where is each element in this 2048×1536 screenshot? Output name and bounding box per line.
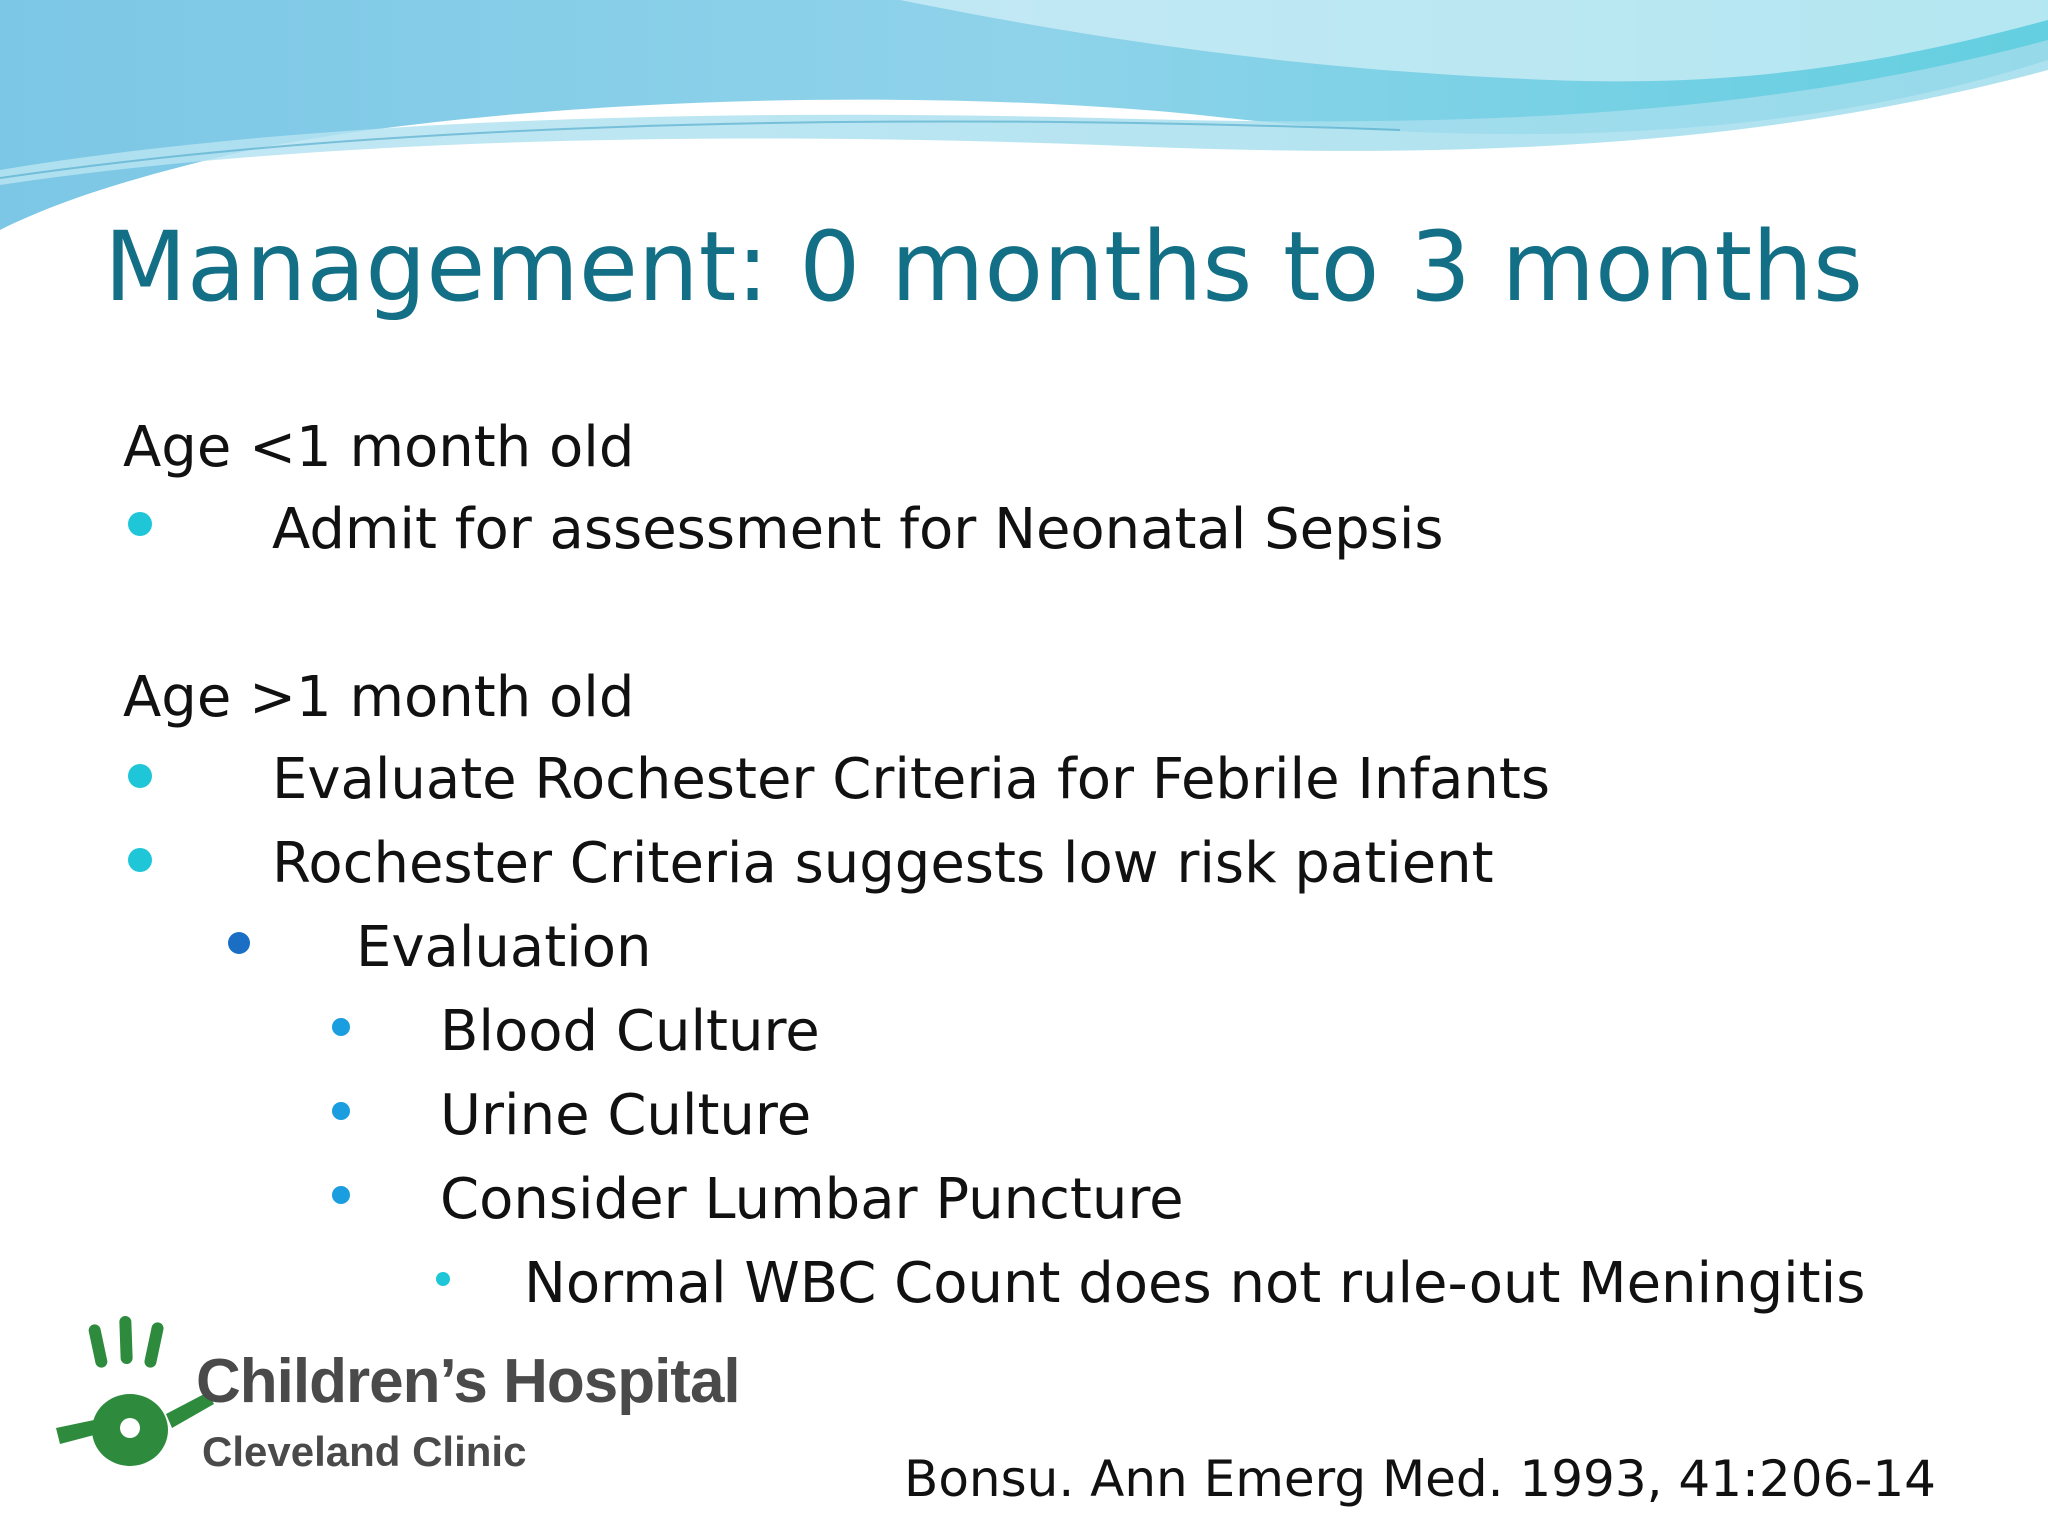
slide-title: Management: 0 months to 3 months bbox=[104, 211, 1864, 323]
list-item: Consider Lumbar Puncture bbox=[440, 1167, 1184, 1232]
bullet-icon bbox=[128, 764, 152, 788]
section-heading: Age <1 month old bbox=[123, 415, 635, 480]
list-item: Evaluation bbox=[356, 915, 652, 980]
bullet-icon bbox=[128, 512, 152, 536]
list-item: Urine Culture bbox=[440, 1083, 812, 1148]
bullet-icon bbox=[128, 848, 152, 872]
bullet-icon bbox=[228, 932, 250, 954]
bullet-icon bbox=[436, 1272, 450, 1286]
section-heading: Age >1 month old bbox=[123, 665, 635, 730]
logo-subtitle: Cleveland Clinic bbox=[202, 1428, 527, 1475]
citation: Bonsu. Ann Emerg Med. 1993, 41:206-14 bbox=[904, 1450, 1936, 1508]
list-item: Evaluate Rochester Criteria for Febrile Infants bbox=[272, 747, 1551, 812]
bullet-icon bbox=[332, 1102, 350, 1120]
list-item: Blood Culture bbox=[440, 999, 820, 1064]
list-item: Admit for assessment for Neonatal Sepsis bbox=[272, 497, 1444, 562]
bullet-icon bbox=[332, 1018, 350, 1036]
list-item: Rochester Criteria suggests low risk patient bbox=[272, 831, 1494, 896]
list-item: Normal WBC Count does not rule-out Meningitis bbox=[524, 1251, 1866, 1316]
logo-name: Children’s Hospital bbox=[196, 1347, 740, 1416]
bullet-icon bbox=[332, 1186, 350, 1204]
